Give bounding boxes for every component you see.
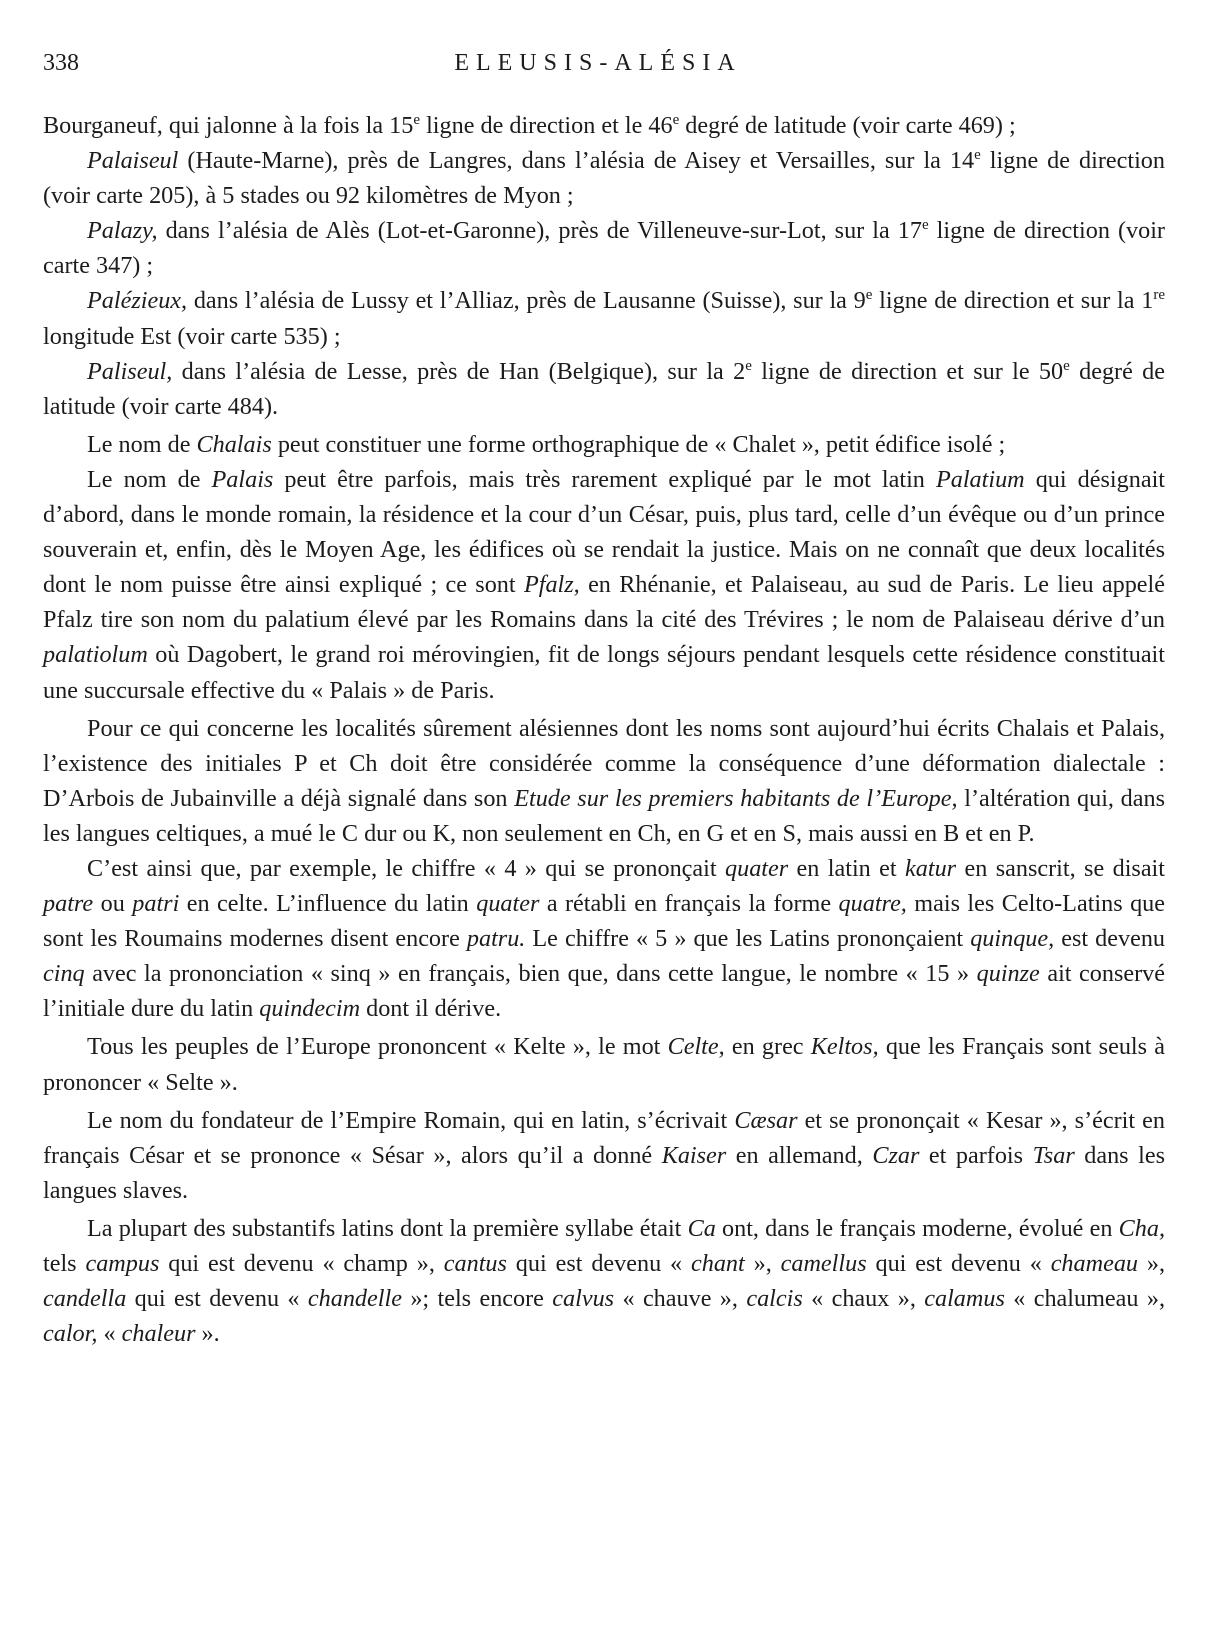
- italic-text: palatiolum: [43, 641, 148, 669]
- text-run: qui est devenu «: [866, 1250, 1051, 1277]
- text-run: peut constituer une forme orthographique de « Chalet », petit édifice isolé ;: [271, 430, 1006, 458]
- text-run: l’altération qui, dans les langues celtiques, a mué le C dur ou K, non seulement en Ch, en G et en S, mais aussi en B et en P.: [43, 784, 1165, 847]
- text-run: en grec: [724, 1033, 811, 1061]
- superscript: e: [865, 287, 873, 304]
- text-run: ont, dans le français moderne, évolué en: [715, 1214, 1119, 1242]
- italic-text: patri: [132, 890, 180, 918]
- text-run: »,: [744, 1250, 781, 1277]
- text-run: longitude Est (voir carte 535) ;: [43, 322, 341, 350]
- italic-text: calor,: [43, 1320, 98, 1348]
- italic-text: Palatium: [935, 465, 1025, 493]
- text-run: qui est devenu «: [506, 1250, 691, 1277]
- running-title: ELEUSIS-ALÉSIA: [454, 50, 742, 76]
- italic-text: campus: [85, 1250, 160, 1277]
- text-run: en celte. L’influence du latin: [179, 890, 477, 918]
- italic-text: Kaiser: [661, 1141, 727, 1169]
- text-run: degré de latitude (voir carte 484).: [43, 357, 1166, 420]
- paragraph: [43, 462, 1165, 708]
- italic-text: Etude sur les premiers habitants de l’Europe,: [514, 784, 958, 812]
- italic-text: Palézieux,: [87, 287, 188, 315]
- italic-text: chandelle: [307, 1285, 402, 1313]
- text-run: en sanscrit, se disait: [956, 854, 1166, 882]
- text-run: et se prononçait « Kesar », s’écrit en français César et se prononce « Sésar », alors qu’il a donné: [43, 1106, 1165, 1169]
- italic-text: Palais: [211, 465, 274, 493]
- italic-text: quindecim: [259, 995, 361, 1023]
- running-head: [43, 50, 1153, 90]
- superscript: e: [921, 217, 929, 234]
- text-run: que les Français sont seuls à prononcer « Selte ».: [43, 1033, 1165, 1096]
- superscript: e: [974, 147, 981, 164]
- italic-text: cantus: [443, 1250, 507, 1277]
- paragraph: [43, 1103, 1165, 1208]
- italic-text: Cha,: [1118, 1214, 1165, 1242]
- page-number: 338: [43, 50, 79, 76]
- italic-text: Paliseul,: [87, 357, 173, 385]
- text-run: avec la prononciation « sinq » en français, bien que, dans cette langue, le nombre « 15 »: [84, 960, 977, 988]
- paragraph: [43, 1211, 1165, 1351]
- text-run: ligne de direction et le 46: [420, 112, 673, 139]
- italic-text: chameau: [1050, 1250, 1139, 1277]
- text-run: Bourganeuf, qui jalonne à la fois la 15: [43, 112, 414, 139]
- text-run: est devenu: [1054, 925, 1166, 953]
- text-run: »; tels encore: [401, 1285, 553, 1313]
- italic-text: quater: [476, 890, 540, 918]
- text-run: ligne de direction et sur la 1: [872, 287, 1154, 315]
- italic-text: quinze: [976, 960, 1040, 988]
- italic-text: camellus: [780, 1250, 867, 1277]
- text-run: où Dagobert, le grand roi mérovingien, fit de longs séjours pendant lesquels cette résidence constituait une succursale effective du « Palais » de Paris.: [43, 641, 1165, 704]
- text-run: dans l’alésia de Alès (Lot-et-Garonne), près de Villeneuve-sur-Lot, sur la 17: [157, 217, 922, 245]
- text-run: en allemand,: [726, 1141, 873, 1169]
- text-run: ou: [93, 890, 133, 918]
- text-run: qui désignait d’abord, dans le monde romain, la résidence et la cour d’un César, puis, plus tard, celle d’un évêque ou d’un prince souverain et, enfin, dès le Moyen Age, les édifices où se rendait la justice. Mais on ne connaît que deux localités dont le nom puisse être ainsi expliqué ; ce sont: [43, 465, 1166, 599]
- text-run: «: [97, 1320, 122, 1348]
- text-run: ligne de direction (voir carte 205), à 5 stades ou 92 kilomètres de Myon ;: [43, 147, 1165, 210]
- italic-text: Celte,: [667, 1033, 725, 1061]
- italic-text: Czar: [872, 1141, 920, 1169]
- superscript: e: [413, 112, 421, 128]
- superscript: e: [672, 112, 680, 128]
- text-run: degré de latitude (voir carte 469) ;: [679, 112, 1016, 139]
- text-run: ligne de direction (voir carte 347) ;: [43, 217, 1165, 280]
- text-run: en latin et: [788, 854, 906, 882]
- text-run: en Rhénanie, et Palaiseau, au sud de Paris. Le lieu appelé Pfalz tire son nom du palatium élevé par les Romains dans la cité des Trévires ; le nom de Palaiseau dérive d’un: [43, 571, 1165, 634]
- text-run: C’est ainsi que, par exemple, le chiffre « 4 » qui se prononçait: [87, 854, 725, 882]
- text-run: Tous les peuples de l’Europe prononcent « Kelte », le mot: [87, 1033, 668, 1061]
- italic-text: Keltos,: [810, 1033, 879, 1061]
- text-run: tels: [43, 1250, 86, 1277]
- superscript: e: [745, 357, 752, 374]
- paragraph: [43, 283, 1165, 353]
- text-run: dans l’alésia de Lussy et l’Alliaz, près de Lausanne (Suisse), sur la 9: [187, 287, 866, 315]
- text-run: Le nom de: [87, 430, 197, 458]
- text-run: dont il dérive.: [360, 995, 502, 1023]
- italic-text: Chalais: [196, 430, 272, 458]
- paragraph: [43, 213, 1165, 283]
- italic-text: Pfalz,: [523, 571, 580, 599]
- italic-text: patre: [43, 890, 94, 918]
- italic-text: calvus: [552, 1285, 615, 1313]
- italic-text: chaleur: [121, 1320, 196, 1348]
- text-run: « chalumeau »,: [1004, 1285, 1165, 1313]
- text-run: Le nom de: [87, 465, 212, 493]
- italic-text: Palazy,: [87, 217, 158, 245]
- text-run: Le nom du fondateur de l’Empire Romain, qui en latin, s’écrivait: [87, 1106, 735, 1134]
- paragraph: [43, 1029, 1165, 1099]
- paragraph: [43, 143, 1165, 213]
- text-run: a rétabli en français la forme: [539, 890, 839, 918]
- superscript: e: [1063, 357, 1070, 374]
- text-run: (Haute-Marne), près de Langres, dans l’alésia de Aisey et Versailles, sur la 14: [178, 147, 975, 175]
- italic-text: quinque,: [970, 925, 1055, 953]
- italic-text: Ca: [687, 1214, 716, 1242]
- italic-text: candella: [43, 1285, 127, 1313]
- italic-text: patru.: [466, 925, 526, 953]
- text-run: peut être parfois, mais très rarement expliqué par le mot latin: [273, 465, 936, 493]
- text-run: ait conservé l’initiale dure du latin: [43, 960, 1165, 1023]
- superscript: re: [1153, 287, 1165, 304]
- text-run: La plupart des substantifs latins dont la première syllabe était: [87, 1214, 688, 1242]
- italic-text: calcis: [746, 1285, 803, 1313]
- italic-text: quatre,: [838, 890, 907, 918]
- paragraph: [43, 711, 1165, 851]
- text-run: dans l’alésia de Lesse, près de Han (Belgique), sur la 2: [172, 357, 746, 385]
- text-run: qui est devenu « champ »,: [159, 1250, 444, 1277]
- italic-text: chant: [691, 1250, 745, 1277]
- italic-text: Palaiseul: [87, 147, 179, 175]
- text-run: dans les langues slaves.: [43, 1141, 1165, 1204]
- text-run: qui est devenu «: [126, 1285, 308, 1313]
- text-run: Pour ce qui concerne les localités sûrement alésiennes dont les noms sont aujourd’hui écrits Chalais et Palais, l’existence des initiales P et Ch doit être considérée comme la conséquence d’une déformation dialectale : D’Arbois de Jubainville a déjà signalé dans son: [43, 714, 1165, 812]
- text-run: ».: [195, 1320, 220, 1348]
- text-run: « chaux »,: [802, 1285, 925, 1313]
- paragraph: [43, 427, 1165, 462]
- text-run: et parfois: [919, 1141, 1033, 1169]
- text-run: mais les Celto-Latins que sont les Roumains modernes disent encore: [43, 890, 1166, 953]
- italic-text: katur: [905, 854, 957, 882]
- italic-text: Cæsar: [734, 1106, 798, 1134]
- italic-text: calamus: [924, 1285, 1005, 1313]
- paragraph: [43, 354, 1165, 424]
- text-run: « chauve »,: [614, 1285, 747, 1313]
- text-run: ligne de direction et sur le 50: [751, 357, 1064, 385]
- italic-text: Tsar: [1032, 1141, 1075, 1169]
- text-run: Le chiffre « 5 » que les Latins prononçaient: [525, 925, 971, 953]
- italic-text: quater: [725, 854, 789, 882]
- body-text: [43, 108, 1165, 1351]
- text-run: »,: [1138, 1250, 1166, 1277]
- paragraph: [43, 851, 1165, 1026]
- paragraph: [43, 108, 1165, 143]
- italic-text: cinq: [43, 960, 85, 988]
